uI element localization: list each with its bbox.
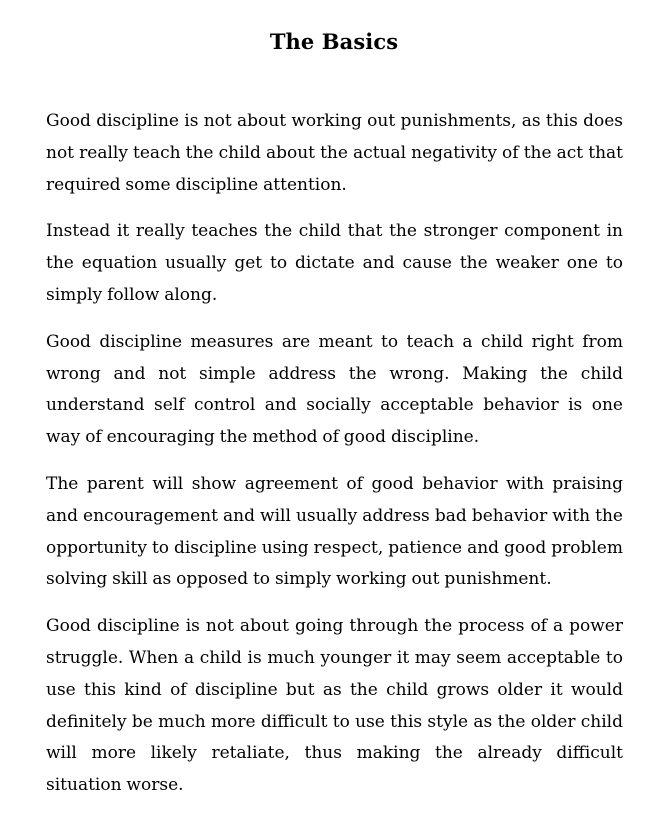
paragraph-5: Good discipline is not about going through the process of a power struggle. When a child is much younger it may seem acceptable to use this kind of discipline but as the child grows older it would definitely be much more difficult to use this style as the older child will more likely retaliate, thus making the already difficult situation worse. <box>46 616 623 796</box>
paragraph-3: Good discipline measures are meant to teach a child right from wrong and not simple address the wrong. Making the child understand self control and socially acceptable behavior is one way of encouraging the method of good discipline. <box>46 331 623 448</box>
paragraph-4: The parent will show agreement of good behavior with praising and encouragement and will usually address bad behavior with the opportunity to discipline using respect, patience and good problem solving skill as opposed to simply working out punishment. <box>46 473 623 590</box>
paragraph-1: Good discipline is not about working out punishments, as this does not really teach the child about the actual negativity of the act that required some discipline attention. <box>46 111 623 195</box>
paragraph-2: Instead it really teaches the child that the stronger component in the equation usually get to dictate and cause the weaker one to simply follow along. <box>46 221 623 305</box>
page-title: The Basics <box>269 29 399 54</box>
document-body <box>46 106 623 817</box>
